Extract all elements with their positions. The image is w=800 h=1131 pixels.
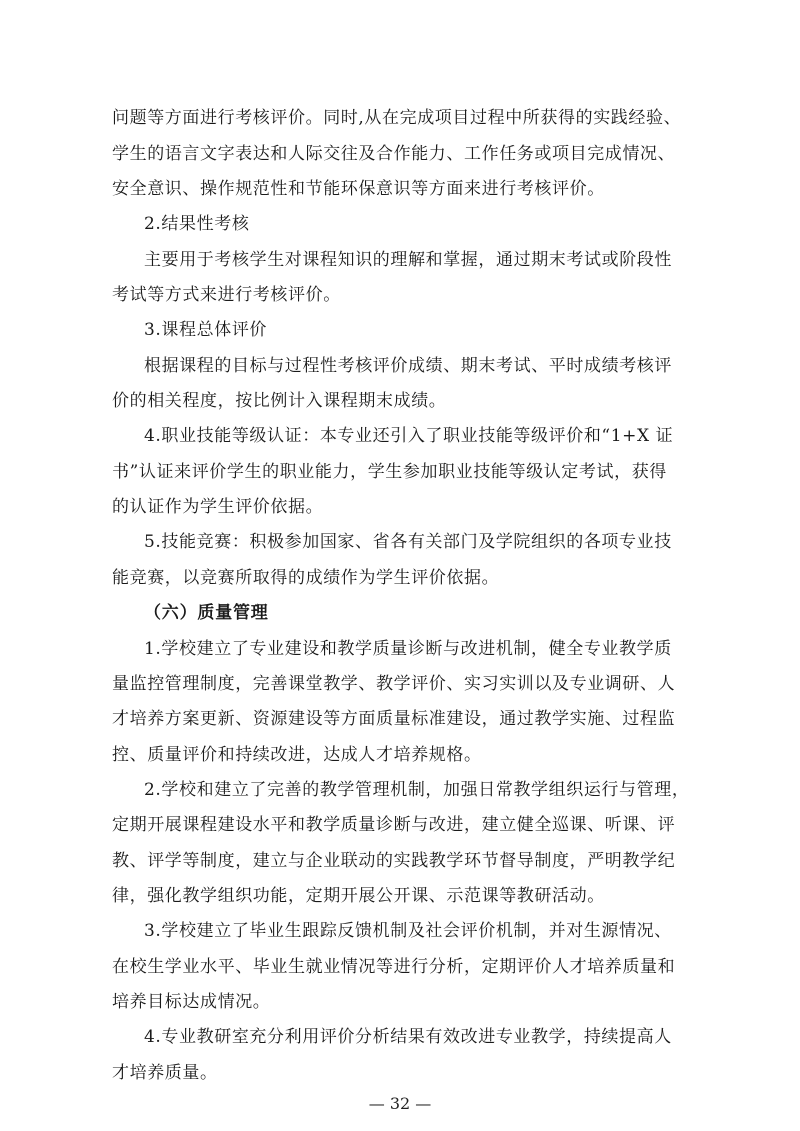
body-line: 根据课程的目标与过程性考核评价成绩、期末考试、平时成绩考核评 [144,356,672,376]
body-line: 在校生学业水平、毕业生就业情况等进行分析，定期评价人才培养质量和 [112,957,676,977]
body-line: 4.专业教研室充分利用评价分析结果有效改进专业教学，持续提高人 [144,1027,672,1047]
page-number: — 32 — [368,1094,432,1113]
section-heading: （六）质量管理 [144,603,269,623]
body-line: 学生的语言文字表达和人际交往及合作能力、工作任务或项目完成情况、 [112,144,676,164]
body-line: 主要用于考核学生对课程知识的理解和掌握，通过期末考试或阶段性 [144,250,672,270]
body-line: 书”认证来评价学生的职业能力，学生参加职业技能等级认定考试，获得 [112,462,667,482]
body-line: 律，强化教学组织功能，定期开展公开课、示范课等教研活动。 [112,886,605,906]
body-line: 4.职业技能等级认证：本专业还引入了职业技能等级评价和“1+X 证 [144,426,674,446]
body-line: 问题等方面进行考核评价。同时,从在完成项目过程中所获得的实践经验、 [112,108,682,128]
body-line: 教、评学等制度，建立与企业联动的实践教学环节督导制度，严明教学纪 [112,851,676,871]
body-line: 才培养方案更新、资源建设等方面质量标准建设，通过教学实施、过程监 [112,709,676,729]
subheading-3: 3.课程总体评价 [144,320,268,340]
body-line: 培养目标达成情况。 [112,992,271,1012]
body-line: 5.技能竞赛：积极参加国家、省各有关部门及学院组织的各项专业技 [144,532,672,552]
body-line: 才培养质量。 [112,1063,218,1083]
body-line: 的认证作为学生评价依据。 [112,497,324,517]
body-line: 考试等方式来进行考核评价。 [112,285,341,305]
body-line: 3.学校建立了毕业生跟踪反馈机制及社会评价机制，并对生源情况、 [144,921,672,941]
body-line: 2.学校和建立了完善的教学管理机制，加强日常教学组织运行与管理， [144,780,690,800]
body-line: 量监控管理制度，完善课堂教学、教学评价、实习实训以及专业调研、人 [112,674,676,694]
body-line: 定期开展课程建设水平和教学质量诊断与改进，建立健全巡课、听课、评 [112,815,676,835]
body-line: 控、质量评价和持续改进，达成人才培养规格。 [112,745,482,765]
body-line: 1.学校建立了专业建设和教学质量诊断与改进机制，健全专业教学质 [144,639,672,659]
body-line: 价的相关程度，按比例计入课程期末成绩。 [112,391,447,411]
subheading-2: 2.结果性考核 [144,214,250,234]
body-line: 能竞赛，以竞赛所取得的成绩作为学生评价依据。 [112,568,500,588]
body-line: 安全意识、操作规范性和节能环保意识等方面来进行考核评价。 [112,179,605,199]
